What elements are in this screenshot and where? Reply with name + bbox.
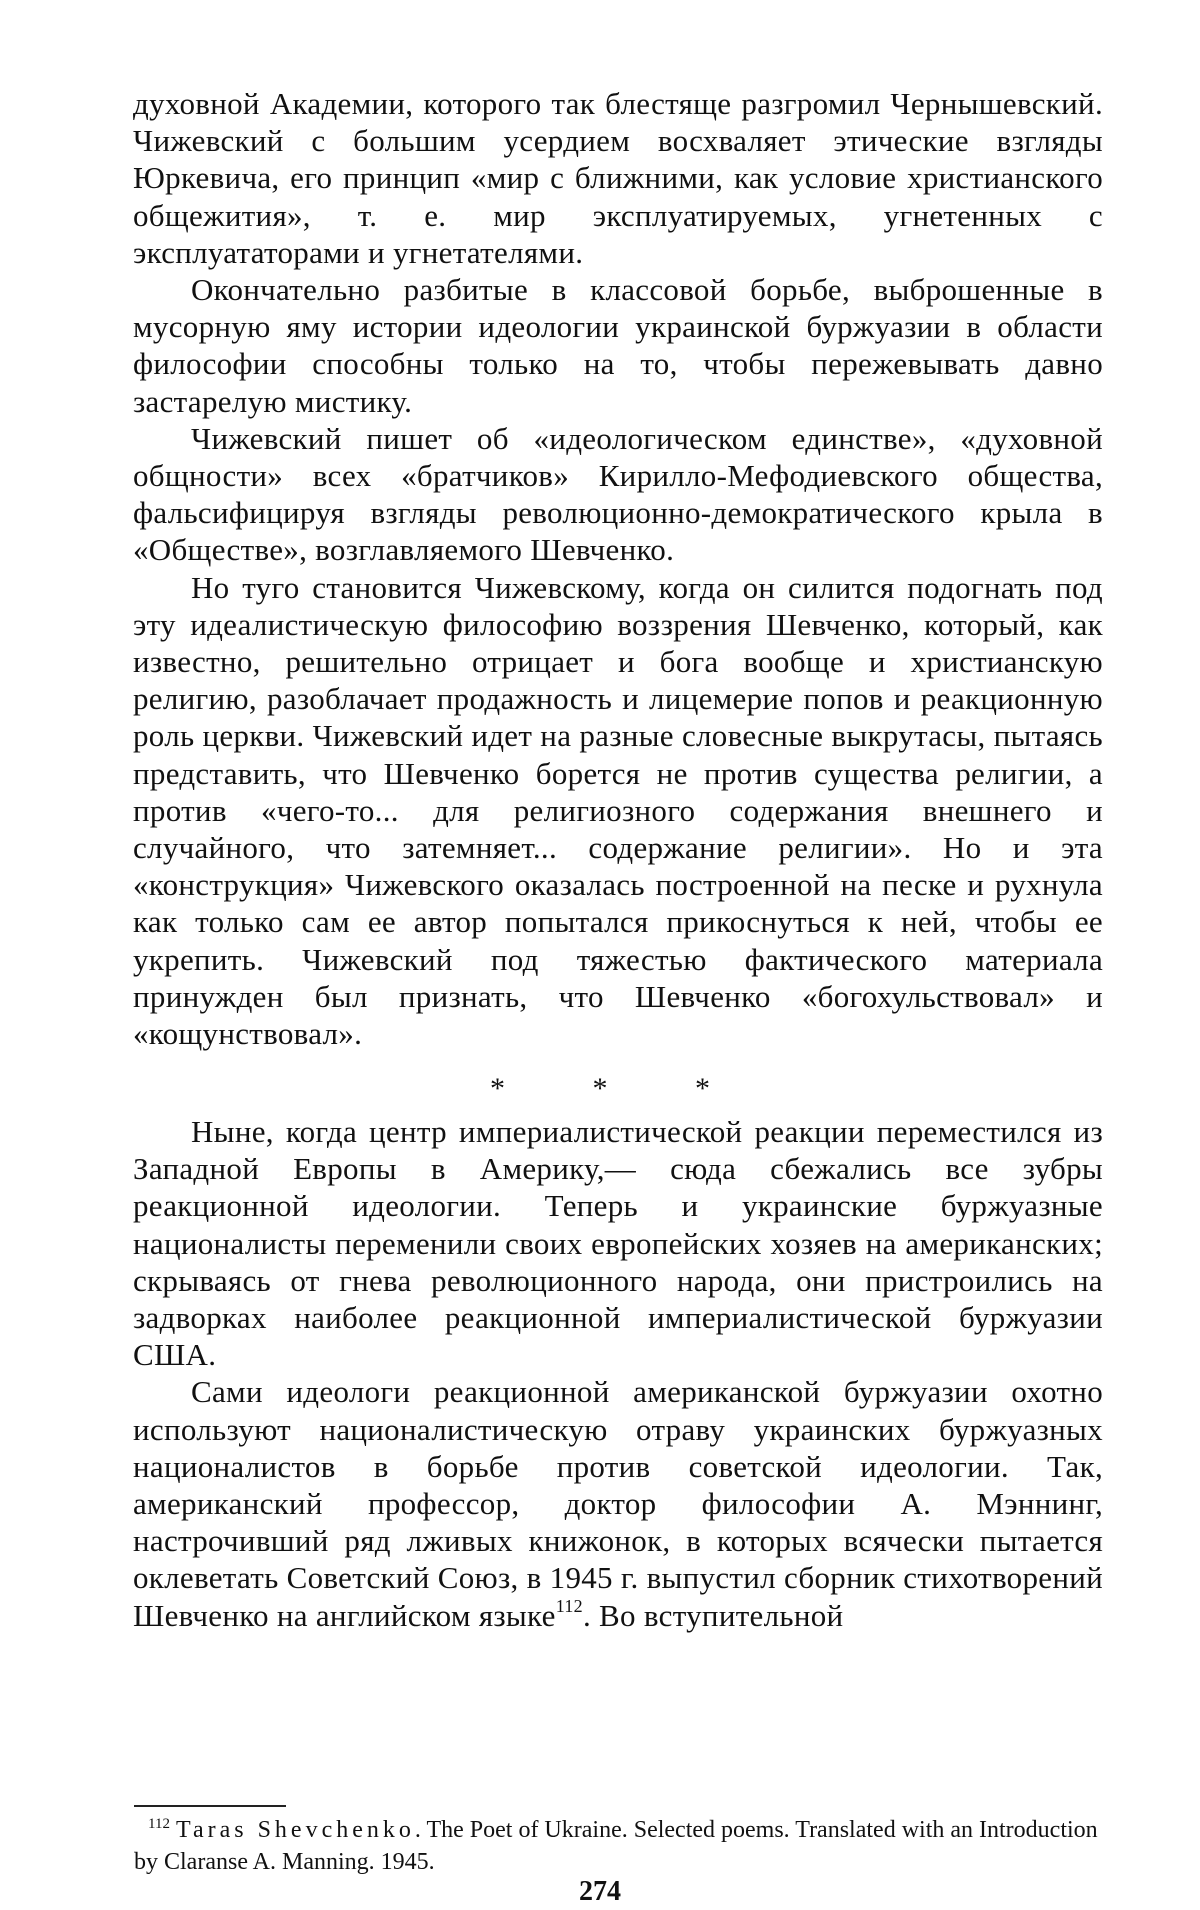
paragraph-text: Сами идеологи реакционной американской буржуазии охотно используют националистическую отраву украинских буржуазных националистов в борьбе против советской идеологии. Так, американский профессор, доктор философии А. Мэннинг, настрочивший ряд лживых книжонок, в которых всячески пытается оклеветать Советский Союз, в 1945 г. выпустил сборник стихотворений Шевченко на английском языке (133, 1374, 1103, 1633)
paragraph: Чижевский пишет об «идеологическом единстве», «духовной общности» всех «братчиков» Кирилло-Мефодиевского общества, фальсифицируя взгляды революционно-демократического крыла в «Обществе», возглавляемого Шевченко. (133, 420, 1103, 568)
paragraph: Но туго становится Чижевскому, когда он силится подогнать под эту идеалистическую философию воззрения Шевченко, который, как известно, решительно отрицает и бога вообще и христианскую религию, разоблачает продажность и лицемерие попов и реакционную роль церкви. Чижевский идет на разные словесные выкрутасы, пытаясь представить, что Шевченко борется не против существа религии, а против «чего-то... для религиозного содержания внешнего и случайного, что затемняет... содержание религии». Но и эта «конструкция» Чижевского оказалась построенной на песке и рухнула как только сам ее автор попытался прикоснуться к ней, чтобы ее укрепить. Чижевский под тяжестью фактического материала принужден был признать, что Шевченко «богохульствовал» и «кощунствовал». (133, 569, 1103, 1052)
paragraph-continued: духовной Академии, которого так блестяще разгромил Чернышевский. Чижевский с большим усердием восхваляет этические взгляды Юркевича, его принцип «мир с ближними, как условие христианского общежития», т. е. мир эксплуатируемых, угнетенных с эксплуататорами и угнетателями. (133, 86, 1103, 270)
paragraph-text-tail: . Во вступительной (582, 1597, 844, 1633)
page-number: 274 (579, 1876, 621, 1907)
footnote-reference: 112 (555, 1595, 583, 1616)
paragraph: Окончательно разбитые в классовой борьбе, выброшенные в мусорную яму истории идеологии украинской буржуазии в области философии способны только на то, чтобы пережевывать давно застарелую мистику. (133, 272, 1103, 419)
paragraph-with-footnote-ref (133, 1373, 1103, 1633)
footnote-number: 112 (148, 1816, 170, 1832)
footnotes (134, 1808, 1104, 1878)
main-text-upper (133, 85, 1103, 1052)
footnote-author: Taras Shevchenko (175, 1817, 415, 1843)
section-separator: * * * (490, 1072, 750, 1105)
paragraph: Ныне, когда центр империалистической реакции переместился из Западной Европы в Америку,— сюда сбежались все зубры реакционной идеологии. Теперь и украинские буржуазные националисты переменили своих европейских хозяев на американских; скрываясь от гнева революционного народа, они пристроились на задворках наиболее реакционной империалистической буржуазии США. (133, 1114, 1103, 1373)
footnote-divider (134, 1805, 286, 1807)
main-text-lower (133, 1113, 1103, 1634)
footnote-112 (134, 1808, 1104, 1878)
footnote-text: . The Poet of Ukraine. Selected poems. Translated with an Introduction by Claranse A. Manning. 1945. (134, 1817, 1098, 1875)
